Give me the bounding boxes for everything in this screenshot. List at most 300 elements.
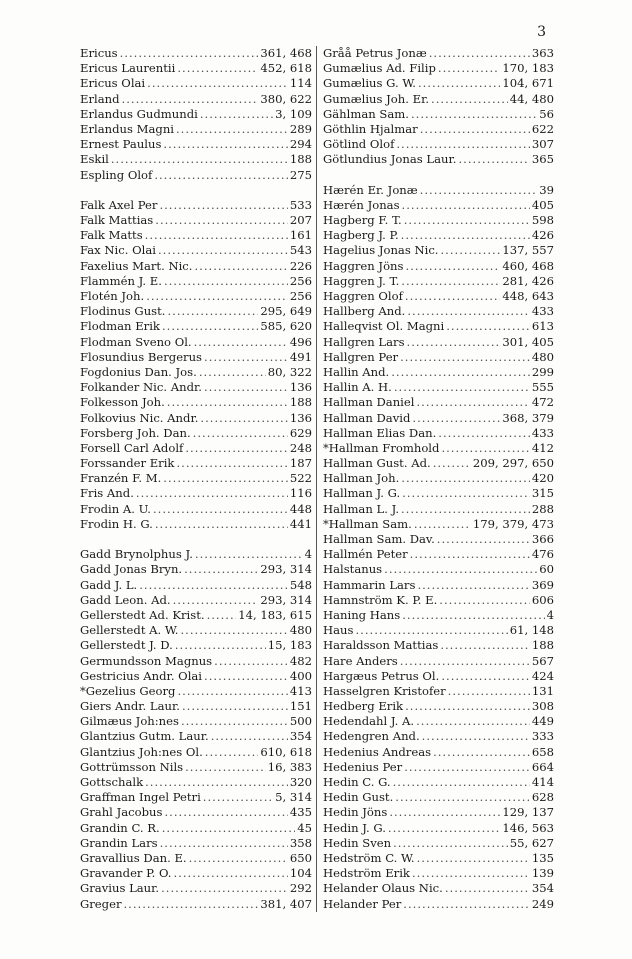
dot-leader [147, 76, 288, 91]
index-entry [323, 851, 554, 866]
index-entry [323, 411, 554, 426]
dot-leader [136, 486, 288, 501]
entry-pages: 315 [531, 486, 554, 501]
index-entry [80, 395, 312, 410]
dot-leader [163, 137, 287, 152]
entry-pages: 188 [289, 395, 312, 410]
dot-leader [189, 851, 288, 866]
entry-pages: 293, 314 [260, 592, 312, 607]
entry-pages: 333 [531, 729, 554, 744]
index-entry [80, 471, 312, 486]
index-entry [80, 790, 312, 805]
dot-leader [204, 669, 288, 684]
index-entry [80, 699, 312, 714]
dot-leader [429, 46, 530, 61]
entry-name: Flodinus Gust. [80, 304, 166, 319]
index-entry [80, 729, 312, 744]
index-entry [323, 517, 554, 532]
index-entry [323, 365, 554, 380]
index-entry [80, 684, 312, 699]
entry-name: Hallmén Peter [323, 547, 408, 562]
entry-name: Folkovius Nic. Andr. [80, 410, 199, 425]
entry-pages: 151 [289, 699, 312, 714]
entry-pages: 136 [289, 410, 312, 425]
index-entry [323, 836, 554, 851]
dot-leader [394, 380, 530, 395]
index-entry [80, 562, 312, 577]
entry-pages: 104, 671 [502, 76, 554, 91]
entry-pages: 131 [531, 683, 554, 698]
index-entry [80, 836, 312, 851]
index-entry [80, 623, 312, 638]
index-entry [80, 122, 312, 137]
entry-pages: 5, 314 [275, 790, 312, 805]
dot-leader [438, 61, 500, 76]
dot-leader [441, 669, 530, 684]
dot-leader [402, 608, 544, 623]
dot-leader [146, 289, 288, 304]
entry-pages: 548 [289, 577, 312, 592]
index-entry [323, 790, 554, 805]
entry-name: Hallman L. J. [323, 501, 399, 516]
entry-name: Haggren Olof [323, 289, 403, 303]
entry-name: Gellerstedt A. W. [80, 623, 179, 638]
entry-name: *Gezelius Georg [80, 683, 176, 698]
entry-pages: 187 [289, 456, 312, 471]
dot-leader [185, 760, 266, 775]
dot-leader [416, 395, 529, 410]
entry-name: Haggren J. T. [323, 273, 400, 288]
entry-name: Halstanus [323, 562, 383, 577]
index-entry [80, 350, 312, 365]
dot-leader [437, 532, 530, 547]
index-entry [323, 669, 554, 684]
entry-name: Helander Per [323, 896, 402, 911]
entry-name: Franzén F. M. [80, 471, 162, 486]
entry-pages: 613 [531, 319, 554, 334]
entry-pages: 3, 109 [275, 106, 312, 121]
entry-pages: 146, 563 [502, 820, 554, 835]
entry-name: Hagberg F. T. [323, 213, 402, 228]
entry-pages: 358 [289, 835, 312, 850]
index-entry [323, 198, 554, 213]
index-entry [323, 729, 554, 744]
index-entry [323, 350, 554, 365]
entry-name: Hare Anders [323, 653, 398, 668]
index-entry [80, 168, 312, 183]
entry-name: Gestricius Andr. Olai [80, 668, 203, 683]
dot-leader [401, 471, 530, 486]
entry-name: Ernest Paulus [80, 137, 162, 152]
index-entry [323, 654, 554, 669]
dot-leader [391, 365, 530, 380]
index-entry [323, 897, 554, 912]
entry-pages: 299 [531, 364, 554, 379]
index-entry [323, 638, 554, 653]
index-entry [323, 775, 554, 790]
dot-leader [393, 836, 508, 851]
entry-pages: 664 [531, 759, 554, 774]
dot-leader [441, 441, 529, 456]
entry-pages: 61, 148 [509, 623, 554, 638]
entry-name: Gilmæus Joh:nes [80, 714, 179, 729]
entry-pages: 354 [531, 881, 554, 896]
entry-name: Gadd Jonas Bryn. [80, 562, 183, 577]
dot-leader [204, 380, 288, 395]
entry-name: Graffman Ingel Petri [80, 790, 201, 805]
dot-leader [167, 395, 288, 410]
entry-name: Gravallius Dan. E. [80, 850, 187, 865]
entry-name: Hedberg Erik [323, 699, 404, 714]
entry-pages: 420 [531, 471, 554, 486]
entry-name: Grandin Lars [80, 835, 158, 850]
dot-leader [417, 578, 529, 593]
entry-name: Flosundius Bergerus [80, 349, 203, 364]
dot-leader [182, 699, 288, 714]
index-entry [323, 183, 554, 198]
dot-leader [355, 623, 507, 638]
index-entry [80, 228, 312, 243]
index-entry [323, 821, 554, 836]
dot-leader [407, 304, 530, 319]
index-entry [323, 532, 554, 547]
entry-name: Eskil [80, 152, 109, 167]
entry-name: Faxelius Mart. Nic. [80, 258, 193, 273]
entry-name: Gumælius G. W. [323, 76, 416, 91]
entry-name: Hallgren Lars [323, 334, 405, 349]
dot-leader [211, 729, 288, 744]
entry-pages: 161 [289, 228, 312, 243]
entry-name: Grandin C. R. [80, 820, 160, 835]
index-entry [80, 46, 312, 61]
entry-name: Hedström Erik [323, 866, 410, 881]
entry-pages: 496 [289, 334, 312, 349]
entry-name: Hedendahl J. A. [323, 714, 415, 729]
entry-name: Ericus Olai [80, 76, 146, 91]
section-gap [80, 532, 312, 547]
entry-name: Flodman Erik [80, 319, 160, 334]
index-entry [323, 593, 554, 608]
entry-pages: 16, 383 [267, 759, 312, 774]
index-entry [323, 61, 554, 76]
entry-name: Folkesson Joh. [80, 395, 165, 410]
entry-name: Hallin And. [323, 364, 390, 379]
entry-pages: 500 [289, 714, 312, 729]
index-entry [323, 259, 554, 274]
entry-name: *Hallman Sam. [323, 516, 412, 531]
index-entry [323, 289, 554, 304]
index-columns [80, 46, 554, 912]
entry-pages: 460, 468 [502, 258, 554, 273]
dot-leader [402, 198, 530, 213]
entry-name: Gellerstedt J. D. [80, 638, 173, 653]
index-entry [80, 152, 312, 167]
index-entry [80, 426, 312, 441]
entry-pages: 354 [289, 729, 312, 744]
entry-pages: 136 [289, 380, 312, 395]
entry-name: Hallman Sam. Dav. [323, 532, 435, 546]
entry-name: Espling Olof [80, 167, 153, 182]
entry-name: Hærén Er. Jonæ [323, 182, 418, 197]
dot-leader [403, 897, 530, 912]
entry-name: Hedin Jöns [323, 805, 388, 820]
entry-name: Frodin A. U. [80, 501, 151, 516]
entry-pages: 368, 379 [502, 410, 554, 425]
entry-name: Hasselgren Kristofer [323, 683, 446, 698]
entry-name: Götlundius Jonas Laur. [323, 152, 457, 167]
index-entry [323, 335, 554, 350]
index-entry [80, 851, 312, 866]
entry-pages: 137, 557 [502, 243, 554, 258]
index-entry [80, 578, 312, 593]
entry-name: Flotén Joh. [80, 289, 145, 303]
entry-name: Germundsson Magnus [80, 653, 213, 668]
index-entry [80, 608, 312, 623]
entry-name: Forsell Carl Adolf [80, 440, 184, 455]
entry-pages: 610, 618 [260, 744, 312, 759]
entry-pages: 380, 622 [260, 91, 312, 106]
index-entry [80, 502, 312, 517]
dot-leader [181, 623, 288, 638]
index-entry [323, 486, 554, 501]
entry-name: Gählman Sam. [323, 106, 409, 121]
entry-pages: 275 [289, 167, 312, 182]
index-entry [323, 243, 554, 258]
entry-pages: 400 [289, 668, 312, 683]
entry-name: Gellerstedt Ad. Krist. [80, 607, 205, 622]
dot-leader [159, 198, 287, 213]
dot-leader [414, 517, 471, 532]
dot-leader [416, 714, 530, 729]
index-entry [80, 745, 312, 760]
entry-name: Hallgren Per [323, 349, 399, 364]
dot-leader [420, 183, 538, 198]
entry-pages: 480 [531, 349, 554, 364]
dot-leader [400, 350, 530, 365]
entry-pages: 491 [289, 349, 312, 364]
dot-leader [446, 319, 530, 334]
index-entry [323, 426, 554, 441]
entry-pages: 606 [531, 592, 554, 607]
dot-leader [124, 897, 259, 912]
dot-leader [433, 456, 471, 471]
dot-leader [158, 243, 288, 258]
entry-pages: 179, 379, 473 [472, 516, 554, 531]
dot-leader [458, 152, 529, 167]
entry-name: Hammarin Lars [323, 577, 416, 592]
entry-pages: 522 [289, 471, 312, 486]
entry-pages: 448 [289, 501, 312, 516]
dot-leader [405, 259, 500, 274]
entry-name: Gumælius Joh. Er. [323, 91, 430, 106]
section-gap [323, 168, 554, 183]
entry-name: Hagberg J. P. [323, 228, 399, 243]
entry-pages: 294 [289, 137, 312, 152]
index-entry [323, 623, 554, 638]
entry-pages: 139 [531, 866, 554, 881]
entry-pages: 585, 620 [260, 319, 312, 334]
entry-name: Gadd Brynolphus J. [80, 547, 193, 562]
index-entry [80, 441, 312, 456]
dot-leader [139, 578, 288, 593]
index-entry [80, 881, 312, 896]
dot-leader [207, 608, 237, 623]
entry-pages: 480 [289, 623, 312, 638]
dot-leader [162, 821, 296, 836]
entry-name: Götlind Olof [323, 137, 395, 152]
entry-pages: 301, 405 [502, 334, 554, 349]
dot-leader [404, 760, 530, 775]
entry-pages: 448, 643 [502, 289, 554, 303]
dot-leader [440, 638, 530, 653]
index-entry [323, 866, 554, 881]
entry-name: Hedin J. G. [323, 820, 386, 835]
dot-leader [155, 517, 288, 532]
index-entry [323, 76, 554, 91]
dot-leader [184, 562, 258, 577]
entry-name: Gravius Laur. [80, 881, 160, 896]
dot-leader [111, 152, 288, 167]
entry-pages: 472 [531, 395, 554, 410]
dot-leader [420, 122, 530, 137]
entry-pages: 365 [531, 152, 554, 167]
dot-leader [199, 365, 266, 380]
dot-leader [153, 502, 288, 517]
entry-name: Haus [323, 623, 354, 638]
dot-leader [145, 228, 288, 243]
index-entry [80, 107, 312, 122]
index-entry [80, 289, 312, 304]
entry-pages: 188 [531, 638, 554, 653]
index-entry [80, 638, 312, 653]
entry-name: Erlandus Magni [80, 121, 174, 136]
index-entry [323, 714, 554, 729]
dot-leader [176, 122, 288, 137]
entry-name: Gottrümsson Nils [80, 759, 184, 774]
dot-leader [155, 213, 288, 228]
entry-name: Fax Nic. Olai [80, 243, 156, 258]
entry-pages: 44, 480 [509, 91, 554, 106]
entry-pages: 281, 426 [502, 273, 554, 288]
dot-leader [120, 46, 259, 61]
dot-leader [389, 805, 500, 820]
index-entry [323, 562, 554, 577]
entry-name: Folkander Nic. Andr. [80, 380, 202, 395]
entry-name: Hedenius Per [323, 759, 403, 774]
index-entry [80, 593, 312, 608]
entry-name: Ericus [80, 46, 118, 60]
index-entry [80, 365, 312, 380]
entry-pages: 622 [531, 121, 554, 136]
index-entry [323, 760, 554, 775]
dot-leader [185, 441, 288, 456]
index-entry [80, 198, 312, 213]
dot-leader [164, 805, 287, 820]
dot-leader [400, 654, 530, 669]
dot-leader [173, 593, 259, 608]
entry-pages: 629 [289, 425, 312, 440]
index-entry [80, 380, 312, 395]
dot-leader [396, 137, 529, 152]
entry-name: Hallman Daniel [323, 395, 415, 410]
dot-leader [402, 486, 530, 501]
entry-name: Hallin A. H. [323, 380, 392, 395]
page-number: 3 [537, 24, 546, 40]
dot-leader [401, 228, 530, 243]
entry-pages: 452, 618 [260, 61, 312, 76]
entry-pages: 658 [531, 744, 554, 759]
entry-pages: 320 [289, 775, 312, 789]
dot-leader [405, 699, 530, 714]
entry-pages: 249 [531, 896, 554, 911]
entry-pages: 476 [531, 547, 554, 562]
dot-leader [445, 881, 530, 896]
index-entry [80, 486, 312, 501]
dot-leader [418, 76, 500, 91]
index-entry [323, 92, 554, 107]
right-column [317, 46, 554, 912]
entry-name: Hallman Joh. [323, 471, 400, 486]
entry-pages: 412 [531, 440, 554, 455]
entry-name: Gravander P. O. [80, 866, 172, 881]
entry-name: Hedin Gust. [323, 790, 394, 805]
index-entry [80, 243, 312, 258]
index-entry [80, 319, 312, 334]
entry-name: Grahl Jacobus [80, 805, 163, 820]
entry-pages: 441 [289, 516, 312, 531]
entry-name: Hargæus Petrus Ol. [323, 668, 440, 683]
index-entry [323, 441, 554, 456]
index-entry [80, 517, 312, 532]
entry-name: Giers Andr. Laur. [80, 699, 180, 714]
dot-leader [167, 304, 258, 319]
dot-leader [145, 775, 288, 790]
entry-pages: 256 [289, 289, 312, 303]
entry-name: Forssander Erik [80, 456, 175, 471]
entry-name: Fris And. [80, 486, 134, 501]
entry-name: *Hallman Fromhold [323, 440, 440, 455]
index-entry [323, 319, 554, 334]
entry-pages: 482 [289, 653, 312, 668]
dot-leader [174, 866, 288, 881]
index-entry [80, 456, 312, 471]
dot-leader [122, 92, 259, 107]
index-entry [80, 76, 312, 91]
index-entry [323, 684, 554, 699]
entry-name: Haggren Jöns [323, 258, 404, 273]
entry-name: Erlandus Gudmundi [80, 106, 198, 121]
entry-name: Hedenius Andreas [323, 744, 432, 759]
entry-pages: 424 [531, 668, 554, 683]
dot-leader [404, 213, 530, 228]
entry-name: Gråå Petrus Jonæ [323, 46, 427, 60]
index-entry [80, 760, 312, 775]
dot-leader [161, 881, 288, 896]
entry-pages: 116 [289, 486, 312, 501]
dot-leader [412, 866, 530, 881]
entry-pages: 209, 297, 650 [472, 456, 554, 471]
index-entry [323, 608, 554, 623]
entry-pages: 435 [289, 805, 312, 820]
entry-name: Gadd Leon. Ad. [80, 592, 171, 607]
dot-leader [160, 836, 288, 851]
dot-leader [441, 243, 501, 258]
entry-pages: 55, 627 [509, 835, 554, 850]
entry-name: Hedengren And. [323, 729, 420, 744]
dot-leader [175, 638, 266, 653]
entry-pages: 15, 183 [267, 638, 312, 653]
entry-pages: 114 [289, 76, 312, 91]
